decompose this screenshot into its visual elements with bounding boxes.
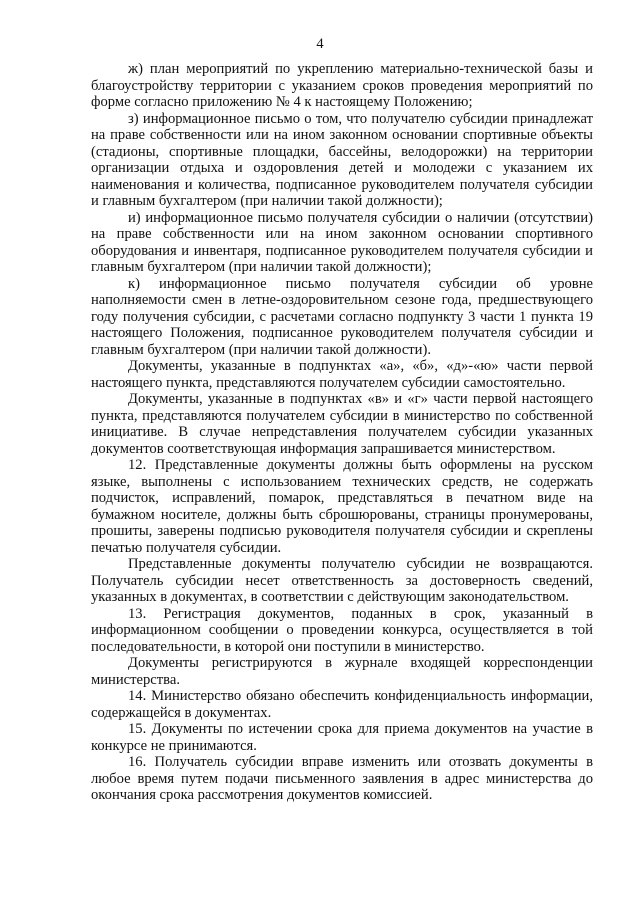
paragraph-z-sports-facilities-letter: з) информационное письмо о том, что получателю субсидии принадлежат на праве собственности или на ином законном основании спортивные объекты (стадионы, спортивные площадки, бассейны, велодорожки) на территории организации отдыха и оздоровления детей и молодежи с указанием их наименования и количества, подписанное руководителем получателя субсидии и главным бухгалтером (при наличии такой должности); <box>91 110 593 209</box>
paragraph-k-occupancy-letter: к) информационное письмо получателя субсидии об уровне наполняемости смен в летне-оздоровительном сезоне года, предшествующего году получения субсидии, с расчетами согласно подпункту 3 части 1 пункта 19 настоящего Положения, подписанное руководителем получателя субсидии и главным бухгалтером (при наличии такой должности). <box>91 275 593 358</box>
paragraph-14-confidentiality: 14. Министерство обязано обеспечить конфиденциальность информации, содержащейся в документах. <box>91 688 593 721</box>
paragraph-i-equipment-letter: и) информационное письмо получателя субсидии о наличии (отсутствии) на праве собственности или на ином законном основании спортивного оборудования и инвентаря, подписанное руководителем получателя субсидии и главным бухгалтером (при наличии такой должности); <box>91 209 593 275</box>
page-number: 4 <box>316 36 324 52</box>
paragraph-16-withdraw-documents: 16. Получатель субсидии вправе изменить или отозвать документы в любое время путем подачи письменного заявления в адрес министерства до окончания срока рассмотрения документов комиссией. <box>91 754 593 803</box>
paragraph-13-registration: 13. Регистрация документов, поданных в срок, указанный в информационном сообщении о проведении конкурса, осуществляется в той последовательности, в которой они поступили в министерство. <box>91 605 593 655</box>
document-body <box>91 61 593 804</box>
paragraph-zh-event-plan: ж) план мероприятий по укреплению материально-технической базы и благоустройству территории с указанием сроков проведения мероприятий по форме согласно приложению № 4 к настоящему Положению; <box>91 61 593 110</box>
paragraph-registration-journal: Документы регистрируются в журнале входящей корреспонденции министерства. <box>91 655 593 688</box>
paragraph-12-document-requirements: 12. Представленные документы должны быть оформлены на русском языке, выполнены с использованием технических средств, не содержать подчисток, исправлений, помарок, представляться в печатном виде на бумажном носителе, должны быть сброшюрованы, страницы пронумерованы, прошиты, заверены подписью руководителя получателя субсидии и скреплены печатью получателя субсидии. <box>91 457 593 556</box>
paragraph-documents-not-returned: Представленные документы получателю субсидии не возвращаются. Получатель субсидии несет ответственность за достоверность сведений, указанных в документах, в соответствии с действующим законодательством. <box>91 556 593 605</box>
paragraph-15-late-documents: 15. Документы по истечении срока для приема документов на участие в конкурсе не принимаются. <box>91 721 593 754</box>
paragraph-documents-own-initiative: Документы, указанные в подпунктах «в» и «г» части первой настоящего пункта, представляются получателем субсидии в министерство по собственной инициативе. В случае непредставления получателем субсидии указанных документов соответствующая информация запрашивается министерством. <box>91 391 593 457</box>
paragraph-documents-submitted-independently: Документы, указанные в подпунктах «а», «б», «д»-«ю» части первой настоящего пункта, представляются получателем субсидии самостоятельно. <box>91 358 593 391</box>
